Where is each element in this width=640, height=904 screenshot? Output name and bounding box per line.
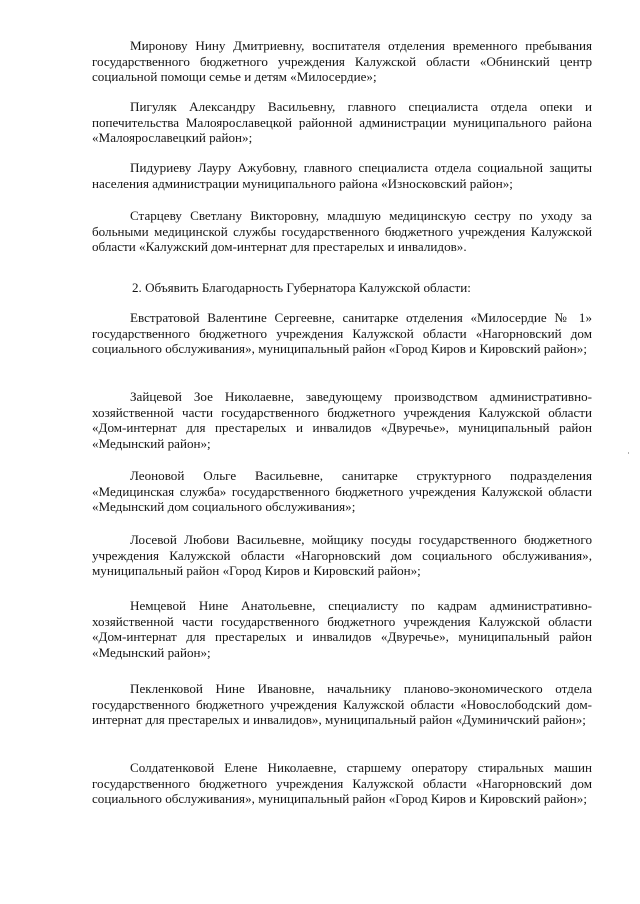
section-heading-gratitude: 2. Объявить Благодарность Губернатора Калужской области: (132, 280, 471, 295)
paragraph-evstratova: Евстратовой Валентине Сергеевне, санитарке отделения «Милосердие № 1» государственного бюджетного учреждения Калужской области «Нагорновский дом социального обслуживания», муниципальный район «Город Киров и Кировский район»; (92, 310, 592, 357)
paragraph-peklenkova: Пекленковой Нине Ивановне, начальнику планово-экономического отдела государственного бюджетного учреждения Калужской области «Новослободский дом-интернат для престарелых и инвалидов», муниципальный район «Думиничский район»; (92, 681, 592, 728)
paragraph-piduriyeva: Пидуриеву Лауру Ажубовну, главного специалиста отдела социальной защиты населения администрации муниципального района «Износковский район»; (92, 160, 592, 191)
paragraph-startseva: Старцеву Светлану Викторовну, младшую медицинскую сестру по уходу за больными медицинской службы государственного бюджетного учреждения Калужской области «Калужский дом-интернат для престарелых и инвалидов». (92, 208, 592, 255)
scan-speck (628, 452, 629, 454)
paragraph-nemtseva: Немцевой Нине Анатольевне, специалисту по кадрам административно-хозяйственной части государственного бюджетного учреждения Калужской области «Дом-интернат для престарелых и инвалидов «Двуречье», муниципальный район «Медынский район»; (92, 598, 592, 660)
paragraph-mironova: Миронову Нину Дмитриевну, воспитателя отделения временного пребывания государственного бюджетного учреждения Калужской области «Обнинский центр социальной помощи семье и детям «Милосердие»; (92, 38, 592, 85)
paragraph-loseva: Лосевой Любови Васильевне, мойщику посуды государственного бюджетного учреждения Калужской области «Нагорновский дом социального обслуживания», муниципальный район «Город Киров и Кировский район»; (92, 532, 592, 579)
paragraph-soldatenkova: Солдатенковой Елене Николаевне, старшему оператору стиральных машин государственного бюджетного учреждения Калужской области «Нагорновский дом социального обслуживания», муниципальный район «Город Киров и Кировский район»; (92, 760, 592, 807)
paragraph-leonova: Леоновой Ольге Васильевне, санитарке структурного подразделения «Медицинская служба» государственного бюджетного учреждения Калужской области «Медынский дом социального обслуживания»; (92, 468, 592, 515)
paragraph-pigulyak: Пигуляк Александру Васильевну, главного специалиста отдела опеки и попечительства Малоярославецкой районной администрации муниципального района «Малоярославецкий район»; (92, 99, 592, 146)
paragraph-zaitseva: Зайцевой Зое Николаевне, заведующему производством административно-хозяйственной части государственного бюджетного учреждения Калужской области «Дом-интернат для престарелых и инвалидов «Двуречье», муниципальный район «Медынский район»; (92, 389, 592, 451)
